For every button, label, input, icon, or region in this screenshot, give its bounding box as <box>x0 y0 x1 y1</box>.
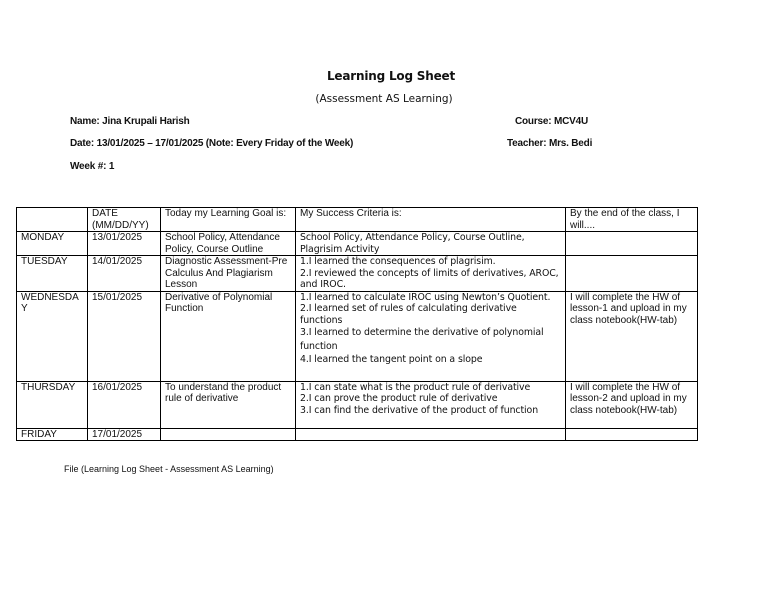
day-cell: FRIDAY <box>17 428 88 441</box>
goal-cell: Derivative of Polynomial Function <box>161 291 296 381</box>
criteria-cell <box>296 428 566 441</box>
criteria-item: 1.I learned the consequences of plagrisim. <box>300 256 496 267</box>
header-criteria: My Success Criteria is: <box>296 208 566 232</box>
learning-log-table <box>16 207 698 441</box>
criteria-cell <box>296 232 566 256</box>
date-cell: 15/01/2025 <box>88 291 161 381</box>
date-cell: 16/01/2025 <box>88 381 161 428</box>
day-cell: THURSDAY <box>17 381 88 428</box>
name-value: Jina Krupali Harish <box>102 116 190 127</box>
criteria-item: 3.I learned to determine the derivative of polynomial function <box>300 327 544 352</box>
criteria-item: 2.I learned set of rules of calculating derivative functions <box>300 303 517 326</box>
criteria-item: 2.I reviewed the concepts of limits of derivatives, AROC, and IROC. <box>300 267 559 290</box>
end-cell: I will complete the HW of lesson-2 and upload in my class notebook(HW-tab) <box>566 381 698 428</box>
course-label: Course: <box>515 116 552 127</box>
end-cell <box>566 232 698 256</box>
table-row <box>17 291 698 381</box>
date-cell: 13/01/2025 <box>88 232 161 256</box>
end-cell <box>566 256 698 292</box>
table-row <box>17 428 698 441</box>
table-row <box>17 232 698 256</box>
week-value: 1 <box>108 161 115 172</box>
criteria-item: 1.I learned to calculate IROC using Newton’s Quotient. <box>300 291 551 303</box>
day-cell: MONDAY <box>17 232 88 256</box>
end-cell: I will complete the HW of lesson-1 and upload in my class notebook(HW-tab) <box>566 291 698 381</box>
day-cell: WEDNESDAY <box>17 291 88 381</box>
date-range <box>70 138 353 149</box>
criteria-cell <box>296 381 566 428</box>
day-cell: TUESDAY <box>17 256 88 292</box>
teacher-label: Teacher: <box>507 138 547 149</box>
table-row <box>17 381 698 428</box>
criteria-item: 4.I learned the tangent point on a slope <box>300 354 483 365</box>
week-number <box>70 161 114 172</box>
criteria-item: 1.I can state what is the product rule of derivative <box>300 381 531 393</box>
week-label: Week #: <box>70 161 107 172</box>
goal-cell: Diagnostic Assessment-Pre Calculus And Plagiarism Lesson <box>161 256 296 292</box>
header-date: DATE (MM/DD/YY) <box>88 208 161 232</box>
course-value: MCV4U <box>553 116 588 127</box>
header-end: By the end of the class, I will.... <box>566 208 698 232</box>
table-header-row <box>17 208 698 232</box>
document-title: Learning Log Sheet <box>326 69 456 83</box>
criteria-item: School Policy, Attendance Policy, Course Outline, Plagrisim Activity <box>300 232 525 255</box>
header-day <box>17 208 88 232</box>
teacher-value: Mrs. Bedi <box>548 138 593 149</box>
document-subtitle: (Assessment AS Learning) <box>315 93 453 105</box>
name-label: Name: <box>70 116 100 127</box>
criteria-cell <box>296 256 566 292</box>
table-row <box>17 256 698 292</box>
date-cell: 14/01/2025 <box>88 256 161 292</box>
criteria-cell <box>296 291 566 381</box>
teacher-info <box>507 138 592 149</box>
goal-cell: To understand the product rule of derivative <box>161 381 296 428</box>
date-label: Date: <box>70 138 95 149</box>
goal-cell <box>161 428 296 441</box>
header-goal: Today my Learning Goal is: <box>161 208 296 232</box>
criteria-item: 3.I can find the derivative of the product of function <box>300 404 539 416</box>
student-name <box>70 116 190 127</box>
course-info <box>515 116 588 127</box>
date-cell: 17/01/2025 <box>88 428 161 441</box>
date-value: 13/01/2025 – 17/01/2025 (Note: Every Friday of the Week) <box>96 138 354 149</box>
end-cell <box>566 428 698 441</box>
criteria-item: 2.I can prove the product rule of derivative <box>300 393 498 404</box>
file-caption: File (Learning Log Sheet - Assessment AS Learning) <box>64 464 274 474</box>
goal-cell: School Policy, Attendance Policy, Course Outline <box>161 232 296 256</box>
